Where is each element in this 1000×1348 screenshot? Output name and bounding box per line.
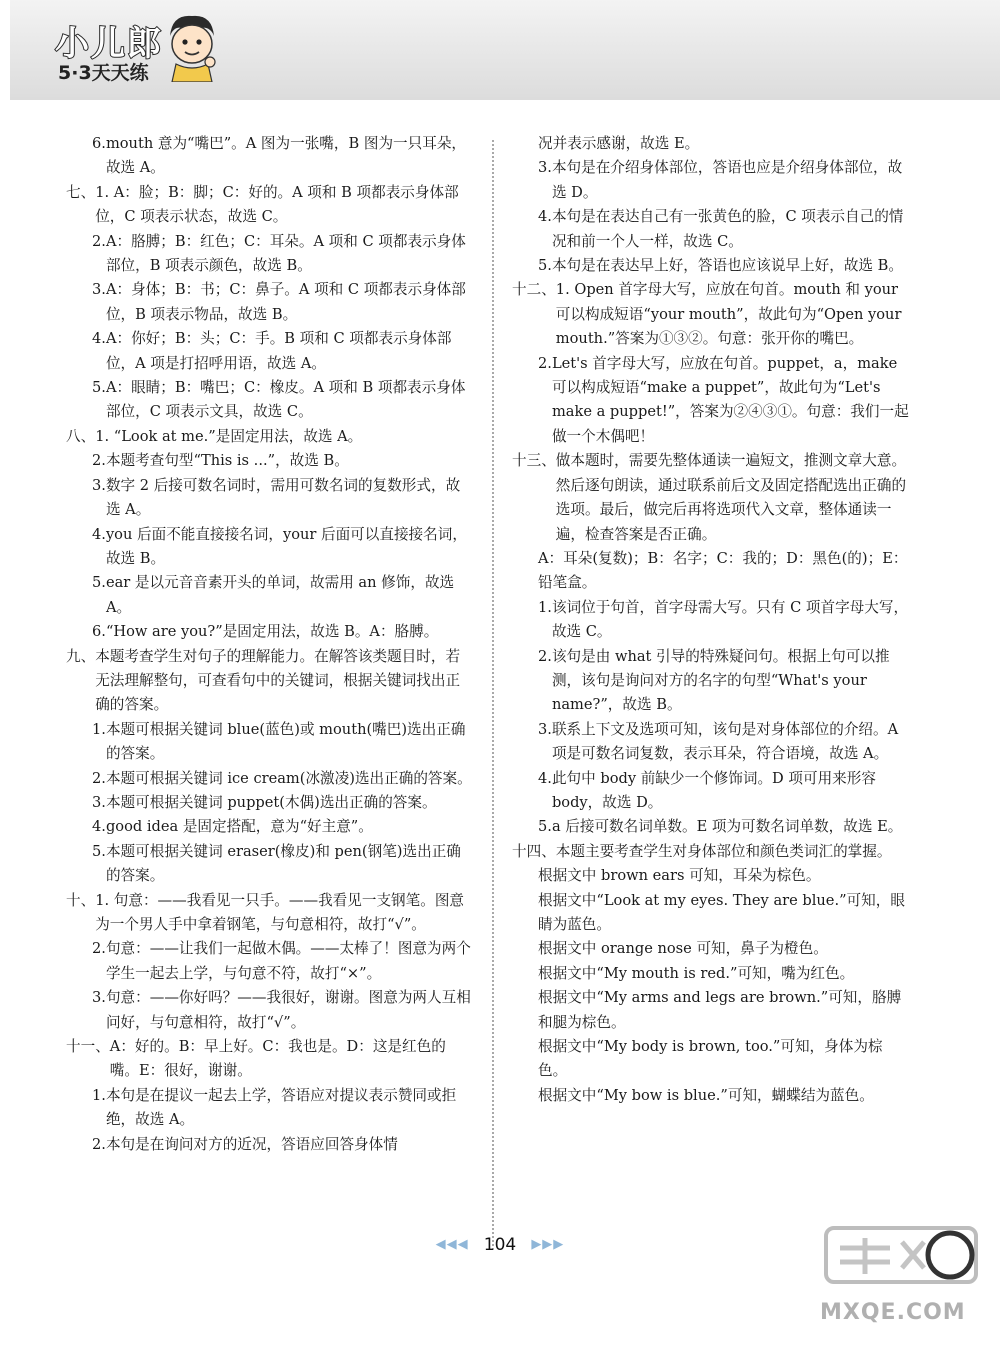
item-text: good idea 是固定搭配，意为“好主意”。 (105, 818, 373, 836)
item-text: 联系上下文及选项可知，该句是对身体部位的介绍。A 项是可数名词复数，表示耳朵，符合语境，故选 A。 (551, 720, 899, 763)
item-number: 4. (538, 769, 552, 787)
answer-section (66, 181, 474, 230)
column-divider (492, 140, 494, 1250)
item-text: 1. A：脸；B：脚；C：好的。A 项和 B 项都表示身体部位，C 项表示状态，故选 C。 (95, 183, 459, 226)
item-text: “How are you?”是固定用法，故选 B。A：胳膊。 (105, 623, 439, 641)
answer-item (538, 645, 910, 718)
item-number: 3. (538, 720, 552, 738)
answer-item (92, 376, 474, 425)
answer-line: 根据文中“My body is brown, too.”可知，身体为棕色。 (538, 1038, 883, 1080)
answer-section (66, 645, 474, 718)
item-text: A：身体；B：书；C：鼻子。A 项和 C 项都表示身体部位，B 项表示物品，故选 B。 (105, 281, 466, 323)
item-text: 本题考查句型“This is ...”，故选 B。 (105, 452, 349, 470)
item-text: 本题可根据关键词 blue(蓝色)或 mouth(嘴巴)选出正确的答案。 (105, 720, 466, 763)
item-number: 3. (92, 281, 106, 299)
answer-item (92, 815, 474, 839)
answer-item (538, 767, 910, 816)
item-number: 十、 (66, 891, 96, 909)
item-number: 2. (538, 354, 552, 372)
answer-item (538, 205, 910, 254)
watermark-text: MXQE.COM (820, 1300, 966, 1325)
item-number: 2. (92, 769, 106, 787)
answer-item (538, 254, 910, 278)
item-number: 4. (92, 525, 106, 543)
answer-item (92, 132, 474, 181)
item-number: 1. (538, 598, 552, 616)
answer-item (92, 791, 474, 815)
answer-item (92, 571, 474, 620)
item-number: 2. (92, 1135, 106, 1153)
item-text: 做本题时，需要先整体通读一遍短文，推测文章大意。然后逐句朗读，通过联系前后文及固定搭配选出正确的选项。最后，做完后再将选项代入文章，整体通读一遍，检查答案是否正确。 (555, 452, 907, 543)
answer-item (538, 596, 910, 645)
prev-arrows-icon: ◀◀◀ (435, 1237, 469, 1252)
watermark-stamp-icon (820, 1218, 990, 1292)
item-text: 本题可根据关键词 eraser(橡皮)和 pen(钢笔)选出正确的答案。 (105, 842, 461, 885)
item-number: 5. (92, 379, 106, 397)
item-text: 本题考查学生对句子的理解能力。在解答该类题目时，若无法理解整句，可查看句中的关键词，根据关键词找出正确的答案。 (95, 647, 461, 714)
item-text: 句意：——让我们一起做木偶。——太棒了！图意为两个学生一起去上学，与句意不符，故打“×”。 (105, 940, 471, 982)
item-text: 1. “Look at me.”是固定用法，故选 A。 (95, 427, 363, 445)
item-text: mouth 意为“嘴巴”。A 图为一张嘴，B 图为一只耳朵，故选 A。 (105, 135, 467, 177)
brand-subtitle: 5·3天天练 (58, 62, 149, 84)
answer-item (92, 1133, 474, 1157)
answer-item (538, 815, 910, 839)
item-number: 八、 (66, 427, 96, 445)
item-number: 3. (538, 159, 552, 177)
answer-item (92, 1084, 474, 1133)
item-number: 2. (92, 232, 106, 250)
answer-item (92, 230, 474, 279)
answer-item (538, 718, 910, 767)
answer-line: 根据文中“My mouth is red.”可知，嘴为红色。 (538, 964, 855, 982)
answer-section (66, 889, 474, 938)
item-text: 本题可根据关键词 ice cream(冰激凌)选出正确的答案。 (105, 769, 472, 787)
item-text: A：胳膊；B：红色；C：耳朵。A 项和 C 项都表示身体部位，B 项表示颜色，故选 B。 (105, 232, 466, 275)
answer-item (92, 449, 474, 473)
item-text: 本句是在介绍身体部位，答语也应是介绍身体部位，故选 D。 (551, 159, 903, 201)
answer-item (538, 352, 910, 450)
answer-item (92, 986, 474, 1035)
item-text: ear 是以元音音素开头的单词，故需用 an 修饰，故选 A。 (105, 574, 455, 616)
item-number: 4. (92, 330, 106, 348)
item-number: 2. (538, 647, 552, 665)
mascot-boy-icon (160, 10, 222, 82)
item-text: 本句是在提议一起去上学，答语应对提议表示赞同或拒绝，故选 A。 (105, 1086, 457, 1129)
answer-section (512, 278, 910, 351)
answer-section (512, 449, 910, 547)
item-number: 十一、 (66, 1038, 110, 1056)
item-text: you 后面不能直接接名词，your 后面可以直接接名词，故选 B。 (105, 525, 467, 567)
item-number: 2. (92, 452, 106, 470)
page-number: 104 (483, 1234, 517, 1255)
answer-line: 根据文中“Look at my eyes. They are blue.”可知，眼睛为蓝色。 (538, 891, 905, 933)
page-footer (390, 1234, 610, 1255)
right-column (512, 132, 910, 1108)
answer-line: 根据文中 brown ears 可知，耳朵为棕色。 (538, 867, 821, 885)
item-number: 3. (92, 476, 106, 494)
item-text: 本句是在表达自己有一张黄色的脸，C 项表示自己的情况和前一个人一样，故选 C。 (551, 208, 904, 250)
item-number: 3. (92, 793, 106, 811)
item-number: 4. (92, 818, 106, 836)
item-text: A：好的。B：早上好。C：我也是。D：这是红色的嘴。E：很好，谢谢。 (109, 1038, 446, 1080)
item-number: 七、 (66, 183, 96, 201)
brand-logo: 小儿郎 (55, 24, 163, 64)
item-number: 九、 (66, 647, 96, 665)
answer-section (512, 840, 910, 864)
next-arrows-icon: ▶▶▶ (531, 1237, 565, 1252)
answer-item (92, 523, 474, 572)
item-text: 本句是在表达早上好，答语也应该说早上好，故选 B。 (551, 257, 903, 275)
item-number: 1. (92, 720, 106, 738)
answer-section (66, 425, 474, 449)
item-number: 十四、 (512, 842, 556, 860)
left-column (66, 132, 474, 1157)
item-number: 十三、 (512, 452, 556, 470)
answer-line: A：耳朵(复数)；B：名字；C：我的；D：黑色(的)；E：铅笔盒。 (538, 549, 908, 592)
item-number: 2. (92, 940, 106, 958)
item-text: 本题主要考查学生对身体部位和颜色类词汇的掌握。 (555, 842, 892, 860)
answer-item (92, 327, 474, 376)
answer-section (66, 1035, 474, 1084)
answer-line: 根据文中“My bow is blue.”可知，蝴蝶结为蓝色。 (538, 1086, 874, 1104)
item-number: 6. (92, 623, 106, 641)
item-number: 5. (538, 818, 552, 836)
item-text: 数字 2 后接可数名词时，需用可数名词的复数形式，故选 A。 (105, 476, 461, 519)
answer-item (92, 278, 474, 327)
answer-item (92, 767, 474, 791)
item-text: 此句中 body 前缺少一个修饰词。D 项可用来形容 body，故选 D。 (551, 769, 876, 811)
item-text: 本句是在询问对方的近况，答语应回答身体情 (105, 1135, 398, 1153)
item-number: 1. (92, 1086, 106, 1104)
item-text: A：眼睛；B：嘴巴；C：橡皮。A 项和 B 项都表示身体部位，C 项表示文具，故选 C。 (105, 379, 466, 421)
item-text: A：你好；B：头；C：手。B 项和 C 项都表示身体部位，A 项是打招呼用语，故选 A。 (105, 330, 452, 372)
item-text: 该词位于句首，首字母需大写。只有 C 项首字母大写，故选 C。 (551, 598, 909, 641)
item-number: 4. (538, 208, 552, 226)
item-text: Let's 首字母大写，应放在句首。puppet，a，make 可以构成短语“make a puppet”，故此句为“Let's make a puppet!”，答案为②④③①。句意：我们一起做一个木偶吧！ (551, 354, 909, 445)
item-number: 十二、 (512, 281, 556, 299)
answer-item (92, 937, 474, 986)
answer-line: 根据文中 orange nose 可知，鼻子为橙色。 (538, 940, 828, 958)
answer-item (538, 156, 910, 205)
answer-line: 根据文中“My arms and legs are brown.”可知，胳膊和腿为棕色。 (538, 989, 902, 1031)
item-number: 5. (92, 574, 106, 592)
item-text: 本题可根据关键词 puppet(木偶)选出正确的答案。 (105, 793, 437, 811)
answer-item (92, 718, 474, 767)
answer-item (92, 474, 474, 523)
item-number: 6. (92, 135, 106, 152)
answer-item (92, 840, 474, 889)
continued-text: 况并表示感谢，故选 E。 (538, 135, 700, 152)
item-number: 5. (538, 257, 552, 275)
item-text: 1. Open 首字母大写，应放在句首。mouth 和 your 可以构成短语“your mouth”，故此句为“Open your mouth.”答案为①③②。句意：张开你的嘴巴。 (555, 281, 902, 348)
item-text: 1. 句意：——我看见一只手。——我看见一支钢笔。图意为一个男人手中拿着钢笔，与句意相符，故打“√”。 (95, 891, 465, 933)
item-number: 3. (92, 989, 106, 1007)
item-text: 句意：——你好吗？——我很好，谢谢。图意为两人互相问好，与句意相符，故打“√”。 (105, 989, 471, 1031)
item-text: 该句是由 what 引导的特殊疑问句。根据上句可以推测，该句是询问对方的名字的句型“What's your name?”，故选 B。 (551, 647, 890, 714)
item-text: a 后接可数名词单数。E 项为可数名词单数，故选 E。 (551, 818, 903, 836)
item-number: 5. (92, 842, 106, 860)
answer-item (92, 620, 474, 644)
